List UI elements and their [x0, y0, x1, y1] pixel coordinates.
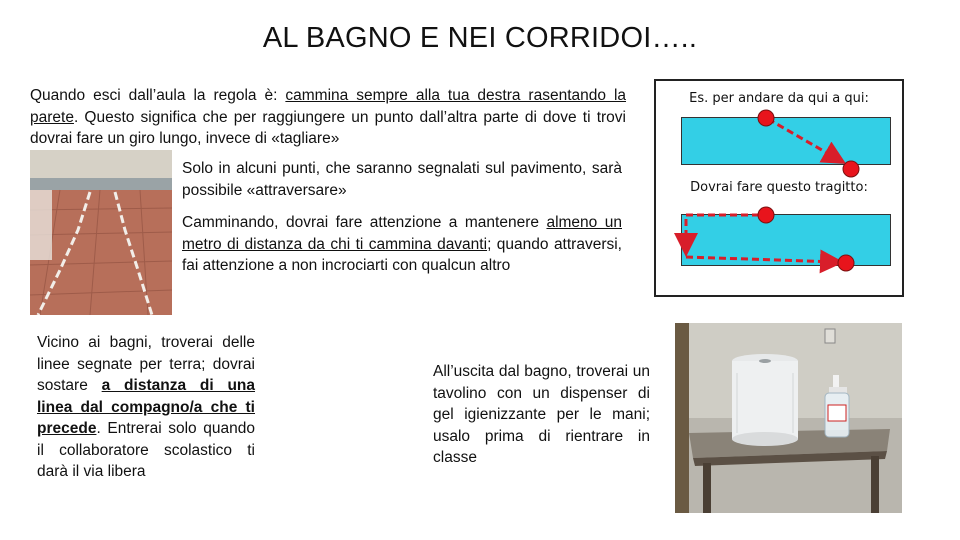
- end-dot-1: [843, 161, 859, 177]
- intro-text-2: . Questo significa che per raggiungere un punto dall’altra parte di dove ti trovi dovrai fare un giro lungo, invece di «tagliare»: [30, 108, 626, 147]
- distance-rule: almeno un metro di distanza da chi ti cammina davanti: [182, 214, 622, 253]
- intro-text-1: Quando esci dall’aula la regola è:: [30, 87, 286, 104]
- intro-rule: cammina sempre alla tua destra rasentando la parete: [30, 87, 627, 126]
- corridor-photo: [30, 150, 172, 315]
- exit-paragraph: All’uscita dal bagno, troverai un tavolino con un dispenser di gel igienizzante per le mani; usalo prima di rientrare in classe: [433, 363, 650, 466]
- intro-paragraph: [30, 85, 626, 150]
- end-dot-2: [838, 255, 854, 271]
- dispenser-photo: [675, 323, 902, 513]
- example-label-2: Dovrai fare questo tragitto:: [690, 180, 868, 195]
- example-label-1: Es. per andare da qui a qui:: [689, 91, 869, 106]
- distance-rest: ; quando attraversi, fai attenzione a non incrociarti con qualcun altro: [182, 235, 622, 274]
- page-title: AL BAGNO E NEI CORRIDOI…..: [262, 22, 698, 54]
- distance-lead: Camminando, dovrai fare attenzione a mantenere: [182, 214, 547, 231]
- path-arrows: [656, 81, 902, 295]
- bathroom-paragraph: [37, 332, 255, 483]
- example-diagram: [654, 79, 904, 297]
- start-dot-1: [758, 110, 774, 126]
- bathroom-lead: Vicino ai bagni, troverai delle linee segnate per terra; dovrai sostare: [37, 334, 255, 394]
- start-dot-2: [758, 207, 774, 223]
- long-path-arrow: [686, 257, 838, 262]
- shortcut-arrow: [768, 119, 841, 161]
- bathroom-rule: a distanza di una linea dal compagno/a che ti precede: [37, 377, 256, 437]
- bathroom-rest: . Entrerai solo quando il collaboratore scolastico ti darà il via libera: [37, 420, 255, 480]
- crossing-paragraph: Solo in alcuni punti, che saranno segnalati sul pavimento, sarà possibile «attraversare»: [182, 160, 622, 199]
- distance-paragraph: [182, 212, 622, 277]
